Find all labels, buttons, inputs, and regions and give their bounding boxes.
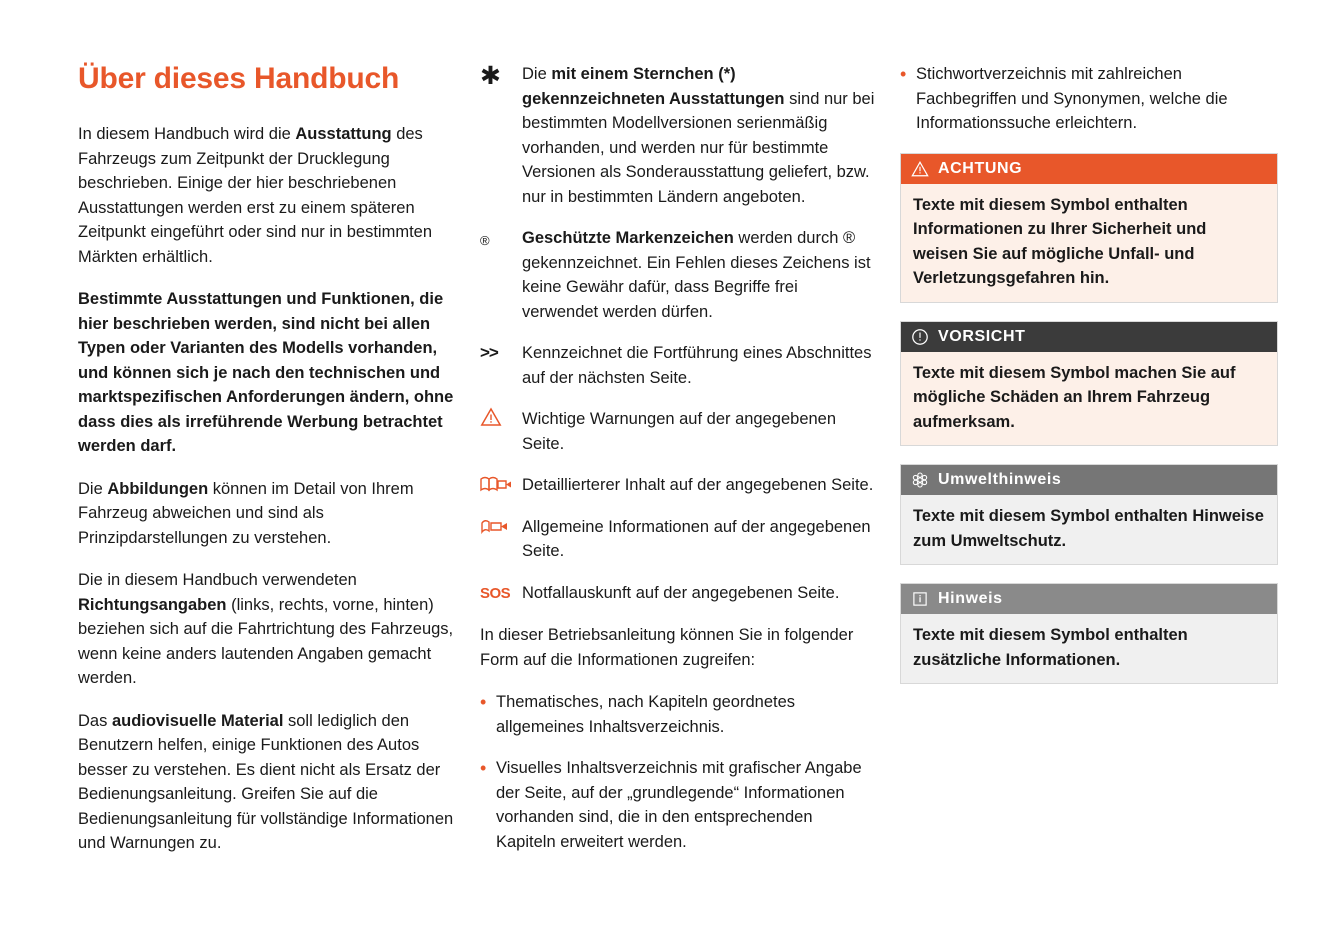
bullet-index: • Stichwortverzeichnis mit zahlreichen Fachbegriffen und Synonymen, welche die Informationssuche erleichtern.: [900, 62, 1278, 136]
bullet-dot-icon: •: [900, 64, 907, 84]
notice-achtung: [900, 153, 1278, 303]
bullet-thematic-toc: • Thematisches, nach Kapiteln geordnetes allgemeines Inhaltsverzeichnis.: [480, 690, 876, 739]
paragraph-ausstattung: In diesem Handbuch wird die Ausstattung des Fahrzeugs zum Zeitpunkt der Drucklegung beschrieben. Einige der hier beschriebenen Ausstattungen werden erst zu einem späteren Zeitpunkt eingeführt oder sind nur in bestimmten Märkten erhältlich.: [78, 125, 433, 266]
sos-icon: SOS: [480, 584, 511, 602]
notice-umwelthinweis-body: Texte mit diesem Symbol enthalten Hinweise zum Umweltschutz.: [901, 495, 1277, 564]
exclamation-circle-icon: [911, 328, 929, 346]
paragraph-intro-formen: In dieser Betriebsanleitung können Sie in folgender Form auf die Informationen zugreifen:: [480, 626, 854, 669]
legend-item-warning: Wichtige Warnungen auf der angegebenen Seite.: [480, 407, 876, 456]
legend-item-trademark: ® Geschützte Markenzeichen werden durch ® gekennzeichnet. Ein Fehlen dieses Zeichens ist keine Gewähr dafür, dass Begriffe frei verwendet werden dürfen.: [480, 226, 876, 324]
notice-umwelthinweis-title: Umwelthinweis: [938, 471, 1062, 488]
notice-vorsicht-body: Texte mit diesem Symbol machen Sie auf mögliche Schäden an Ihrem Fahrzeug aufmerksam.: [901, 352, 1277, 446]
notice-hinweis-title: Hinweis: [938, 590, 1003, 607]
column-middle: [480, 62, 876, 874]
paragraph-audiovisuelles-material: Das audiovisuelle Material soll lediglich den Benutzern helfen, einige Funktionen des Autos besser zu verstehen. Es dient nicht als Ersatz der Bedienungsanleitung. Greifen Sie auf die Bedienungsanleitung für vollständige Informationen und Warnungen zu.: [78, 711, 454, 852]
detailed-content-book-icon: [480, 473, 522, 495]
manual-page: [78, 62, 1268, 874]
notice-achtung-body: Texte mit diesem Symbol enthalten Informationen zu Ihrer Sicherheit und weisen Sie auf mögliche Unfall- und Verletzungsgefahren hin.: [901, 184, 1277, 302]
column-right: [900, 62, 1278, 874]
double-chevron-right-icon: >>: [480, 343, 498, 362]
legend-item-continuation: >> Kennzeichnet die Fortführung eines Abschnittes auf der nächsten Seite.: [480, 343, 872, 387]
asterisk-icon: ✱: [480, 62, 501, 90]
notice-achtung-title: ACHTUNG: [938, 159, 1023, 177]
notice-achtung-header: [901, 154, 1277, 184]
legend-item-detailed-content: Detaillierterer Inhalt auf der angegebenen Seite.: [480, 473, 876, 498]
warning-triangle-icon: [911, 160, 929, 178]
notice-hinweis-header: [901, 584, 1277, 614]
notice-vorsicht-title: VORSICHT: [938, 327, 1026, 345]
bullet-visual-toc: • Visuelles Inhaltsverzeichnis mit grafischer Angabe der Seite, auf der „grundlegende“ Informationen vorhanden sind, die in den entsprechenden Kapiteln erweitert werden.: [480, 756, 876, 854]
info-icon: [911, 590, 929, 608]
notice-umwelthinweis: [900, 464, 1278, 565]
column-left: [78, 62, 456, 874]
bullet-dot-icon: •: [480, 758, 487, 778]
notice-hinweis-body: Texte mit diesem Symbol enthalten zusätzliche Informationen.: [901, 614, 1277, 683]
notice-vorsicht: [900, 321, 1278, 447]
bullet-dot-icon: •: [480, 692, 487, 712]
paragraph-richtungsangaben: Die in diesem Handbuch verwendeten Richtungsangaben (links, rechts, vorne, hinten) beziehen sich auf die Fahrtrichtung des Fahrzeugs, wenn keine anders lautenden Angaben gemacht werden.: [78, 571, 454, 687]
symbol-legend-list: [480, 62, 876, 606]
notice-hinweis: [900, 583, 1278, 684]
environment-flower-icon: [911, 471, 929, 489]
notice-umwelthinweis-header: [901, 465, 1277, 495]
legend-item-asterisk: ✱ Die mit einem Sternchen (*) gekennzeichneten Ausstattungen sind nur bei bestimmten Modellversionen serienmäßig vorhanden, und werden nur für bestimmte Versionen als Sonderausstattung geliefert, bzw. nur in bestimmten Ländern angeboten.: [480, 62, 875, 206]
warning-triangle-icon: [480, 407, 522, 427]
legend-item-general-info: Allgemeine Informationen auf der angegebenen Seite.: [480, 515, 876, 564]
paragraph-abbildungen: Die Abbildungen können im Detail von Ihrem Fahrzeug abweichen und sind als Prinzipdarstellungen zu verstehen.: [78, 479, 414, 547]
paragraph-bestimmte-ausstattungen: Bestimmte Ausstattungen und Funktionen, die hier beschrieben werden, sind nicht bei allen Typen oder Varianten des Modells vorhanden, und können sich je nach den technischen und marktspezifischen Anforderungen ändern, ohne dass dies als irreführende Werbung betrachtet werden darf.: [78, 290, 454, 455]
notice-vorsicht-header: [901, 322, 1277, 352]
registered-trademark-icon: ®: [480, 233, 490, 248]
page-title: Über dieses Handbuch: [78, 62, 400, 95]
legend-item-sos: SOS Notfallauskunft auf der angegebenen Seite.: [480, 581, 876, 607]
general-info-hand-icon: [480, 515, 522, 537]
